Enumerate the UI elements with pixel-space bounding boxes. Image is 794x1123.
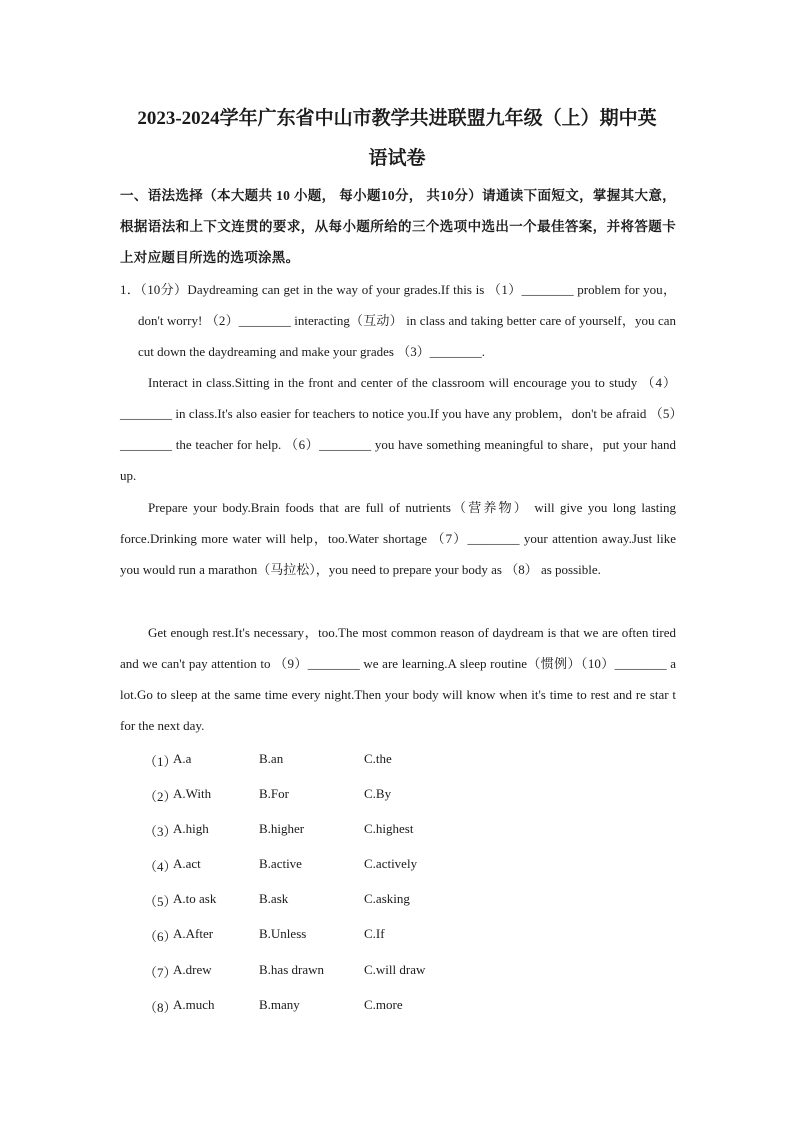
- option-number: （2）: [144, 789, 177, 804]
- option-b: B.active: [259, 856, 302, 871]
- option-b: B.ask: [259, 891, 289, 906]
- option-c: C.the: [364, 751, 392, 766]
- question-intro-text: 1．（10分）Daydreaming can get in the way of your grades.If this is （1）________ problem for you，don't worry! （2）________ interacting（互动） in class and taking better care of yourself，you can cut down the daydreaming and make your grades （3）________.: [120, 282, 676, 359]
- page-title-line-2: 语试卷: [368, 148, 426, 169]
- option-number: （4）: [144, 859, 177, 874]
- option-b: B.For: [259, 786, 289, 801]
- option-number: （1）: [144, 754, 177, 769]
- page-title-line-1: 2023-2024学年广东省中山市教学共进联盟九年级（上）期中英: [137, 108, 657, 129]
- option-a: A.to ask: [173, 891, 217, 906]
- option-b: B.many: [259, 997, 300, 1012]
- option-number: （5）: [144, 894, 177, 909]
- option-a: A.drew: [173, 962, 212, 977]
- option-c: C.will draw: [364, 962, 426, 977]
- option-number: （7）: [144, 965, 177, 980]
- option-a: A.high: [173, 821, 209, 836]
- passage-paragraph-4: Get enough rest.It's necessary，too.The most common reason of daydream is that we are often tired and we can't pay attention to （9）________ we are learning.A sleep routine（惯例）（10）________ a lot.Go to sleep at the same time every night.Then your body will know when it's time to rest and re star t for the next day.: [120, 625, 676, 733]
- passage-paragraph-2: Interact in class.Sitting in the front and center of the classroom will encourage you to study （4）________ in class.It's also easier for teachers to notice you.If you have any problem，don't be afraid （5）________ the teacher for help. （6）________ you have something meaningful to share，put your hand up.: [120, 375, 676, 483]
- option-c: C.If: [364, 926, 385, 941]
- option-number: （3）: [144, 824, 177, 839]
- option-b: B.has drawn: [259, 962, 324, 977]
- option-b: B.higher: [259, 821, 305, 836]
- option-c: C.By: [364, 786, 392, 801]
- option-b: B.Unless: [259, 926, 307, 941]
- section-heading: 一、语法选择（本大题共 10 小题， 每小题10分， 共10分）请通读下面短文，掌握其大意，根据语法和上下文连贯的要求，从每小题所给的三个选项中选出一个最佳答案，并将答题卡上对应题目所选的选项涂黑。: [120, 188, 676, 265]
- option-c: C.highest: [364, 821, 414, 836]
- option-a: A.With: [173, 786, 212, 801]
- question-intro: [120, 274, 676, 367]
- option-a: A.After: [173, 926, 214, 941]
- option-a: A.much: [173, 997, 215, 1012]
- option-c: C.more: [364, 997, 403, 1012]
- option-a: A.a: [173, 751, 192, 766]
- option-number: （8）: [144, 1000, 177, 1015]
- option-c: C.asking: [364, 891, 410, 906]
- option-number: （6）: [144, 929, 177, 944]
- option-a: A.act: [173, 856, 201, 871]
- option-b: B.an: [259, 751, 284, 766]
- passage-paragraph-3: Prepare your body.Brain foods that are full of nutrients（营养物） will give you long lasting force.Drinking more water will help，too.Water shortage （7）________ your attention away.Just like you would run a marathon（马拉松），you need to prepare your body as （8） as possible.: [120, 500, 676, 577]
- option-c: C.actively: [364, 856, 418, 871]
